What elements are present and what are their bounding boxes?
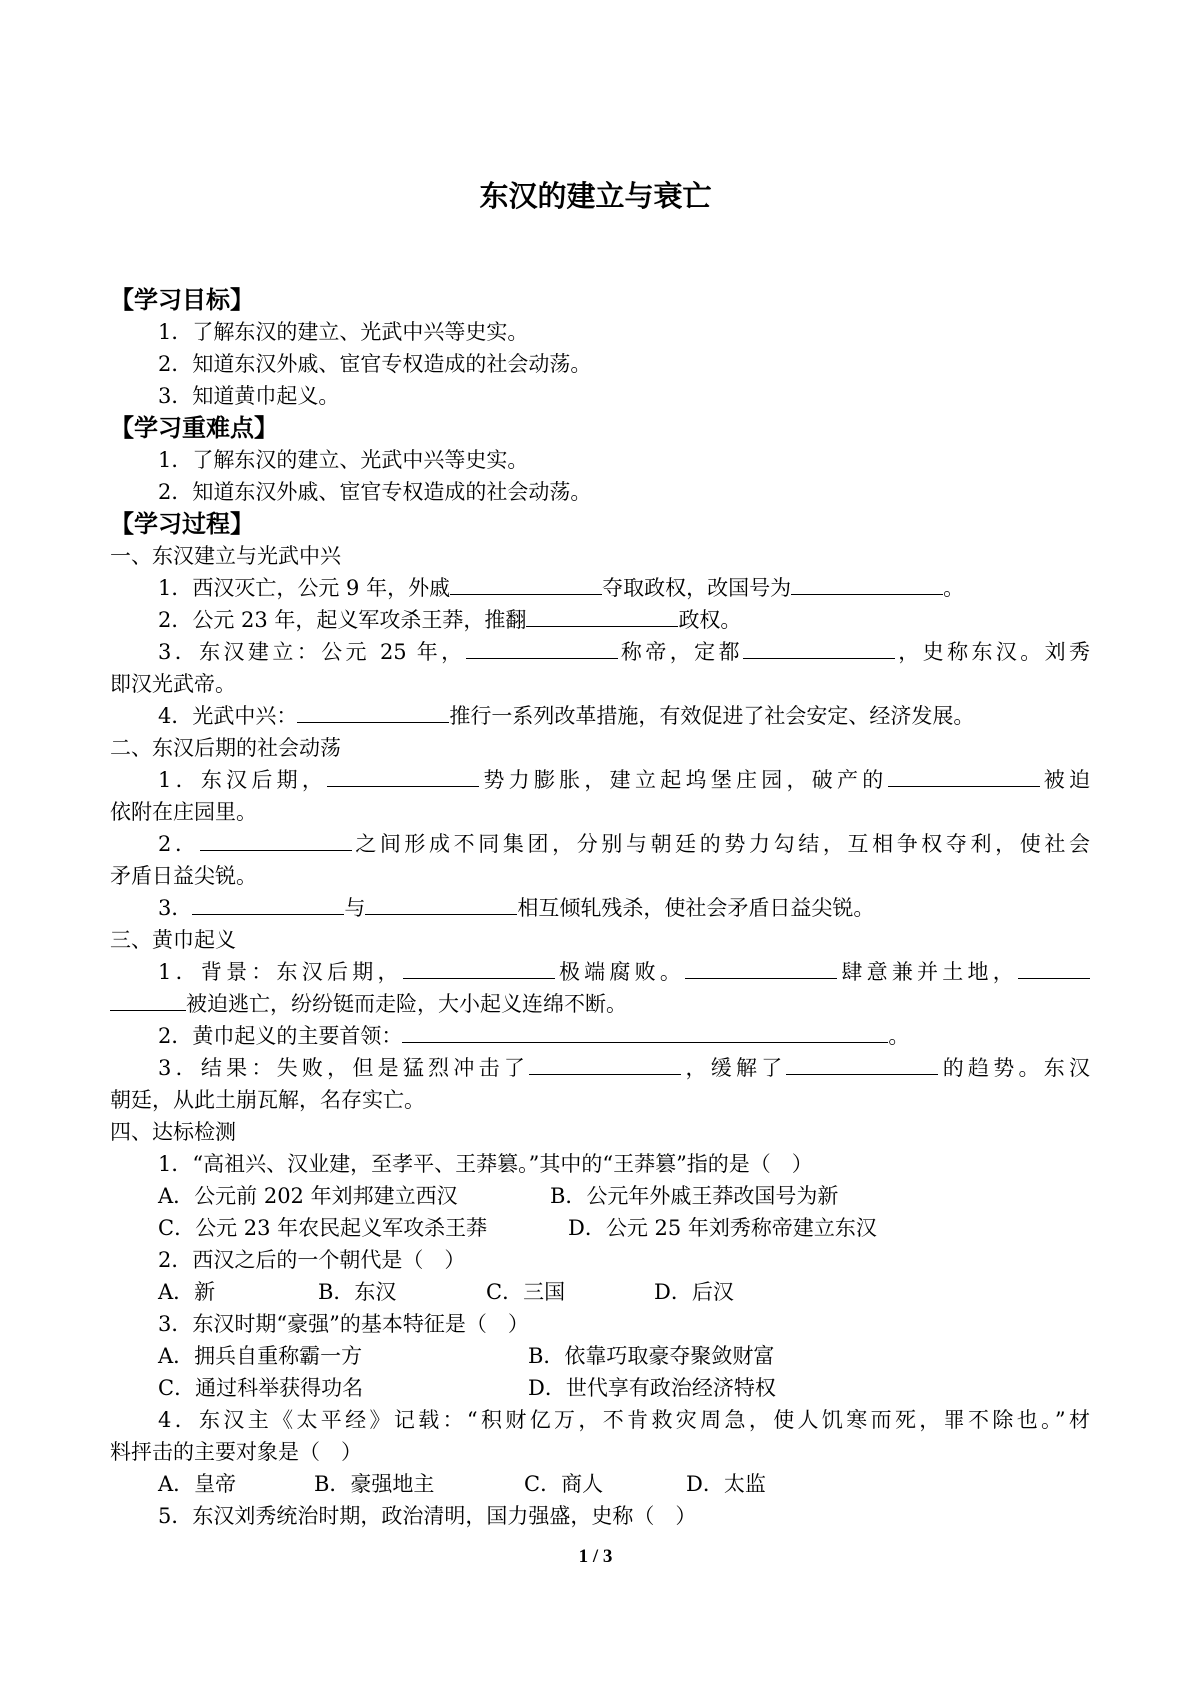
blank-line[interactable] (466, 636, 618, 659)
fill-in-item (110, 828, 1090, 860)
item-text: 的趋势。东汉 (938, 1056, 1090, 1080)
item-text: 。 (888, 1024, 910, 1048)
options-row (110, 1212, 1090, 1244)
option-a[interactable]: A．公元前 202 年刘邦建立西汉 (158, 1184, 458, 1208)
section-learning-process: 【学习过程】 (110, 510, 254, 538)
item-text: 被迫逃亡，纷纷铤而走险，大小起义连绵不断。 (186, 992, 627, 1016)
section-learning-goals: 【学习目标】 (110, 286, 254, 314)
blank-line[interactable] (402, 1020, 888, 1043)
item-text: 。 (943, 576, 965, 600)
option-c[interactable]: C．通过科举获得功名 (158, 1376, 364, 1400)
item-text: 相互倾轧残杀，使社会矛盾日益尖锐。 (517, 896, 875, 920)
item-text: 称帝，定都 (617, 640, 743, 664)
item-text: 1．西汉灭亡，公元 9 年，外戚 (158, 576, 451, 600)
fill-in-item (110, 636, 1090, 668)
blank-line[interactable] (743, 636, 895, 659)
item-text: 3．东汉建立：公元 25 年， (158, 640, 466, 664)
blank-line[interactable] (791, 572, 943, 595)
question: 4．东汉主《太平经》记载：“积财亿万，不肯救灾周急，使人饥寒而死，罪不除也。”材 (158, 1408, 1090, 1432)
option-d[interactable]: D．后汉 (654, 1280, 734, 1304)
option-a[interactable]: A．皇帝 (158, 1472, 237, 1496)
item-text: 4．光武中兴： (158, 704, 298, 728)
option-c[interactable]: C．公元 23 年农民起义军攻杀王莽 (158, 1216, 488, 1240)
key-item: 1．了解东汉的建立、光武中兴等史实。 (158, 448, 529, 472)
fill-in-item (110, 572, 1090, 604)
blank-line[interactable] (450, 572, 602, 595)
blank-line[interactable] (1018, 956, 1090, 979)
item-text: 与 (344, 896, 366, 920)
blank-line[interactable] (297, 700, 449, 723)
item-continuation: 即汉光武帝。 (110, 672, 236, 696)
option-d[interactable]: D．太监 (686, 1472, 766, 1496)
document-body (110, 284, 1090, 1532)
item-text: 2．黄巾起义的主要首领： (158, 1024, 403, 1048)
item-text: 被迫 (1039, 768, 1091, 792)
subsection-heading: 三、黄巾起义 (110, 928, 236, 952)
item-text: 政权。 (678, 608, 742, 632)
blank-line[interactable] (403, 956, 555, 979)
page-title: 东汉的建立与衰亡 (479, 179, 712, 213)
item-text: 夺取政权，改国号为 (602, 576, 792, 600)
subsection-heading: 二、东汉后期的社会动荡 (110, 736, 341, 760)
option-b[interactable]: B．公元年外戚王莽改国号为新 (550, 1184, 839, 1208)
option-b[interactable]: B．东汉 (318, 1280, 397, 1304)
item-text: 2．公元 23 年，起义军攻杀王莽，推翻 (158, 608, 527, 632)
fill-in-item (110, 700, 1090, 732)
goal-item: 3．知道黄巾起义。 (158, 384, 340, 408)
item-continuation: 依附在庄园里。 (110, 800, 257, 824)
options-row (110, 1180, 1090, 1212)
options-row (110, 1340, 1090, 1372)
subsection-heading: 四、达标检测 (110, 1120, 236, 1144)
option-b[interactable]: B．依靠巧取豪夺聚敛财富 (528, 1344, 775, 1368)
blank-line[interactable] (365, 892, 517, 915)
item-continuation (110, 988, 1090, 1020)
blank-line[interactable] (526, 604, 678, 627)
fill-in-item (110, 1020, 1090, 1052)
options-row (110, 1276, 1090, 1308)
blank-line[interactable] (110, 988, 186, 1011)
item-text: ，史称东汉。刘秀 (894, 640, 1091, 664)
option-d[interactable]: D．公元 25 年刘秀称帝建立东汉 (568, 1216, 877, 1240)
page-number: 1 / 3 (578, 1546, 613, 1567)
goal-item: 2．知道东汉外戚、宦官专权造成的社会动荡。 (158, 352, 592, 376)
fill-in-item (110, 604, 1090, 636)
question: 3．东汉时期“豪强”的基本特征是（ ） (158, 1312, 529, 1336)
blank-line[interactable] (685, 956, 837, 979)
option-c[interactable]: C．三国 (486, 1280, 566, 1304)
blank-line[interactable] (529, 1052, 681, 1075)
options-row (110, 1372, 1090, 1404)
option-a[interactable]: A．拥兵自重称霸一方 (158, 1344, 363, 1368)
fill-in-item (110, 1052, 1090, 1084)
goal-item: 1．了解东汉的建立、光武中兴等史实。 (158, 320, 529, 344)
question: 2．西汉之后的一个朝代是（ ） (158, 1248, 466, 1272)
fill-in-item (110, 764, 1090, 796)
option-b[interactable]: B．豪强地主 (314, 1472, 435, 1496)
item-continuation: 朝廷，从此土崩瓦解，名存实亡。 (110, 1088, 425, 1112)
item-text: 肆意兼并土地， (837, 960, 1018, 984)
item-text: 势力膨胀，建立起坞堡庄园，破产的 (479, 768, 888, 792)
item-text: 1．背景：东汉后期， (158, 960, 403, 984)
section-key-points: 【学习重难点】 (110, 414, 278, 442)
item-text: 推行一系列改革措施，有效促进了社会安定、经济发展。 (449, 704, 975, 728)
item-text: 极端腐败。 (554, 960, 686, 984)
blank-line[interactable] (786, 1052, 938, 1075)
item-text: 1．东汉后期， (158, 768, 328, 792)
item-text: 之间形成不同集团，分别与朝廷的势力勾结，互相争权夺利，使社会 (351, 832, 1090, 856)
fill-in-item (110, 956, 1090, 988)
item-text: 3．结果：失败，但是猛烈冲击了 (158, 1056, 530, 1080)
item-text: ，缓解了 (681, 1056, 787, 1080)
question: 5．东汉刘秀统治时期，政治清明，国力强盛，史称（ ） (158, 1504, 697, 1528)
blank-line[interactable] (192, 892, 344, 915)
item-text: 2． (158, 832, 200, 856)
option-c[interactable]: C．商人 (524, 1472, 604, 1496)
option-d[interactable]: D．世代享有政治经济特权 (528, 1376, 776, 1400)
item-text: 3． (158, 896, 193, 920)
subsection-heading: 一、东汉建立与光武中兴 (110, 544, 341, 568)
question: 1．“高祖兴、汉业建，至孝平、王莽篡。”其中的“王莽篡”指的是（ ） (158, 1152, 813, 1176)
item-continuation: 矛盾日益尖锐。 (110, 864, 257, 888)
fill-in-item (110, 892, 1090, 924)
blank-line[interactable] (327, 764, 479, 787)
blank-line[interactable] (200, 828, 352, 851)
question-continuation: 料抨击的主要对象是（ ） (110, 1440, 362, 1464)
option-a[interactable]: A．新 (158, 1280, 216, 1304)
key-item: 2．知道东汉外戚、宦官专权造成的社会动荡。 (158, 480, 592, 504)
options-row (110, 1468, 1090, 1500)
blank-line[interactable] (888, 764, 1040, 787)
